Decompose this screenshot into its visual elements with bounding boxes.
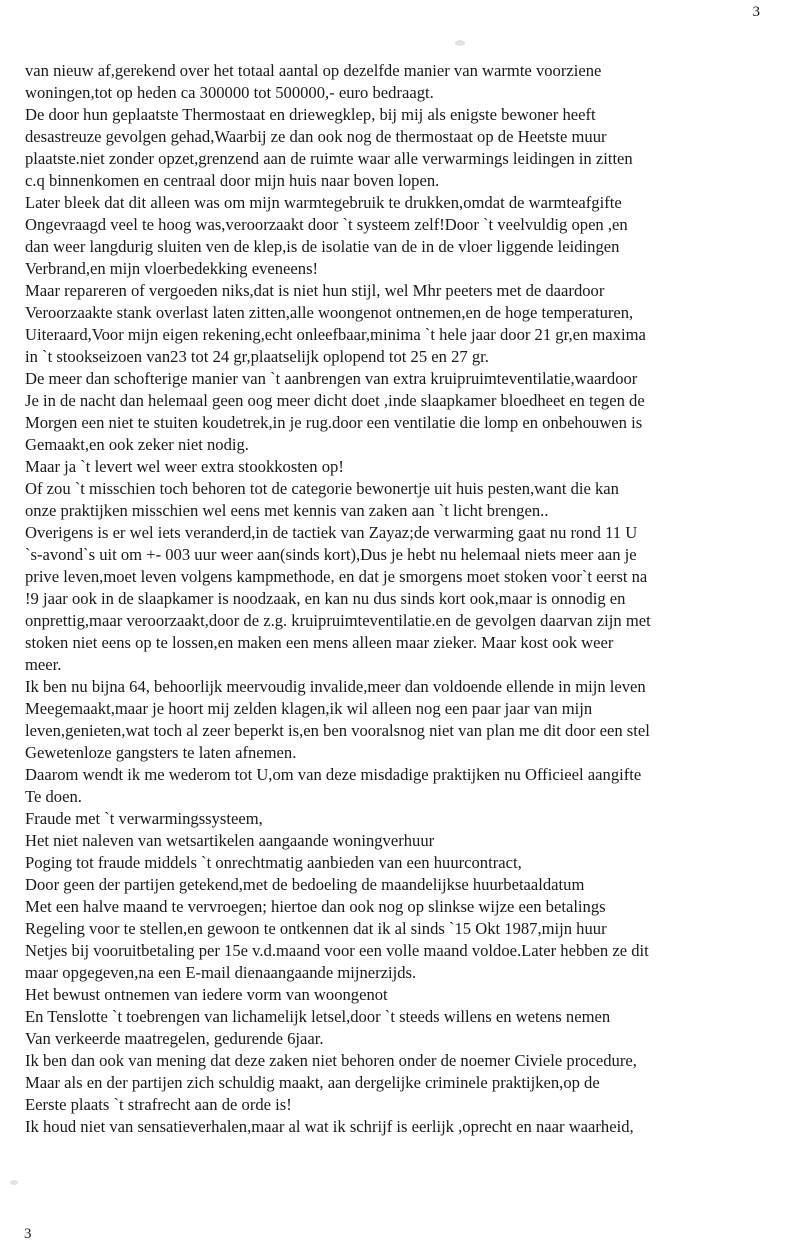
text-line: Gewetenloze gangsters te laten afnemen. — [25, 743, 297, 762]
text-line: `s-avond`s uit om +- 003 uur weer aan(sinds kort),Dus je hebt nu helemaal niets meer aan je — [25, 545, 637, 564]
text-line: Fraude met `t verwarmingssysteem, — [25, 809, 263, 828]
text-line: Te doen. — [25, 787, 82, 806]
text-line: Uiteraard,Voor mijn eigen rekening,echt onleefbaar,minima `t hele jaar door 21 gr,en maxima — [25, 325, 646, 344]
page-number-top: 3 — [752, 4, 760, 20]
scan-speck — [10, 1180, 18, 1185]
text-line: Van verkeerde maatregelen, gedurende 6jaar. — [25, 1029, 324, 1048]
text-line: Of zou `t misschien toch behoren tot de categorie bewonertje uit huis pesten,want die kan — [25, 479, 619, 498]
text-line: Met een halve maand te vervroegen; hiertoe dan ook nog op slinkse wijze een betalings — [25, 897, 606, 916]
text-line: De meer dan schofterige manier van `t aanbrengen van extra kruipruimteventilatie,waardoor — [25, 369, 638, 388]
text-line: Ongevraagd veel te hoog was,veroorzaakt door `t systeem zelf!Door `t veelvuldig open ,en — [25, 215, 628, 234]
text-line: meer. — [25, 655, 62, 674]
text-line: Morgen een niet te stuiten koudetrek,in je rug.door een ventilatie die lomp en onbehouwen is — [25, 413, 643, 432]
text-line: Het niet naleven van wetsartikelen aangaande woningverhuur — [25, 831, 435, 850]
text-line: Ik houd niet van sensatieverhalen,maar al wat ik schrijf is eerlijk ,oprecht en naar waarheid, — [25, 1117, 634, 1136]
text-line: Maar repareren of vergoeden niks,dat is niet hun stijl, wel Mhr peeters met de daardoor — [25, 281, 605, 300]
text-line: Regeling voor te stellen,en gewoon te ontkennen dat ik al sinds `15 Okt 1987,mijn huur — [25, 919, 607, 938]
text-line: Ik ben dan ook van mening dat deze zaken niet behoren onder de noemer Civiele procedure, — [25, 1051, 637, 1070]
text-line: Netjes bij vooruitbetaling per 15e v.d.maand voor een volle maand voldoe.Later hebben ze dit — [25, 941, 649, 960]
text-line: Maar als en der partijen zich schuldig maakt, aan dergelijke criminele praktijken,op de — [25, 1073, 600, 1092]
text-line: woningen,tot op heden ca 300000 tot 500000,- euro bedraagt. — [25, 83, 434, 102]
text-line: !9 jaar ook in de slaapkamer is noodzaak, en kan nu dus sinds kort ook,maar is onnodig en — [25, 589, 626, 608]
text-line: Je in de nacht dan helemaal geen oog meer dicht doet ,inde slaapkamer bloedheet en tegen de — [25, 391, 645, 410]
letter-body — [25, 60, 795, 1138]
text-line: Verbrand,en mijn vloerbedekking eveneens! — [25, 259, 319, 278]
text-line: Veroorzaakte stank overlast laten zitten,alle woongenot ontnemen,en de hoge temperaturen, — [25, 303, 634, 322]
scan-speck — [455, 40, 465, 46]
text-line: Het bewust ontnemen van iedere vorm van woongenot — [25, 985, 388, 1004]
text-line: Door geen der partijen getekend,met de bedoeling de maandelijkse huurbetaaldatum — [25, 875, 585, 894]
text-line: En Tenslotte `t toebrengen van lichamelijk letsel,door `t steeds willens en wetens nemen — [25, 1007, 611, 1026]
text-line: Meegemaakt,maar je hoort mij zelden klagen,ik wil alleen nog een paar jaar van mijn — [25, 699, 593, 718]
text-line: van nieuw af,gerekend over het totaal aantal op dezelfde manier van warmte voorziene — [25, 61, 602, 80]
text-line: Gemaakt,en ook zeker niet nodig. — [25, 435, 249, 454]
text-line: De door hun geplaatste Thermostaat en driewegklep, bij mij als enigste bewoner heeft — [25, 105, 596, 124]
text-line: prive leven,moet leven volgens kampmethode, en dat je smorgens moet stoken voor`t eerst na — [25, 567, 648, 586]
text-line: maar opgegeven,na een E-mail dienaangaande mijnerzijds. — [25, 963, 417, 982]
text-line: in `t stookseizoen van23 tot 24 gr,plaatselijk oplopend tot 25 en 27 gr. — [25, 347, 489, 366]
text-line: dan weer langdurig sluiten ven de klep,is de isolatie van de in de vloer liggende leidingen — [25, 237, 620, 256]
text-line: leven,genieten,wat toch al zeer beperkt is,en ben vooralsnog niet van plan me dit door een stel — [25, 721, 650, 740]
text-line: Later bleek dat dit alleen was om mijn warmtegebruik te drukken,omdat de warmteafgifte — [25, 193, 622, 212]
page-number-bottom: 3 — [24, 1226, 32, 1242]
text-line: stoken niet eens op te lossen,en maken een mens alleen maar zieker. Maar kost ook weer — [25, 633, 614, 652]
text-line: onprettig,maar veroorzaakt,door de z.g. kruipruimteventilatie.en de gevolgen daarvan zijn met — [25, 611, 651, 630]
text-line: c.q binnenkomen en centraal door mijn huis naar boven lopen. — [25, 171, 440, 190]
text-line: onze praktijken misschien wel eens met kennis van zaken aan `t licht brengen.. — [25, 501, 549, 520]
text-line: Maar ja `t levert wel weer extra stookkosten op! — [25, 457, 344, 476]
text-line: plaatste.niet zonder opzet,grenzend aan de ruimte waar alle verwarmings leidingen in zitten — [25, 149, 633, 168]
text-line: desastreuze gevolgen gehad,Waarbij ze dan ook nog de thermostaat op de Heetste muur — [25, 127, 607, 146]
text-line: Overigens is er wel iets veranderd,in de tactiek van Zayaz;de verwarming gaat nu rond 11 U — [25, 523, 638, 542]
text-line: Daarom wendt ik me wederom tot U,om van deze misdadige praktijken nu Officieel aangifte — [25, 765, 642, 784]
text-line: Ik ben nu bijna 64, behoorlijk meervoudig invalide,meer dan voldoende ellende in mijn leven — [25, 677, 646, 696]
text-line: Eerste plaats `t strafrecht aan de orde is! — [25, 1095, 292, 1114]
text-line: Poging tot fraude middels `t onrechtmatig aanbieden van een huurcontract, — [25, 853, 522, 872]
